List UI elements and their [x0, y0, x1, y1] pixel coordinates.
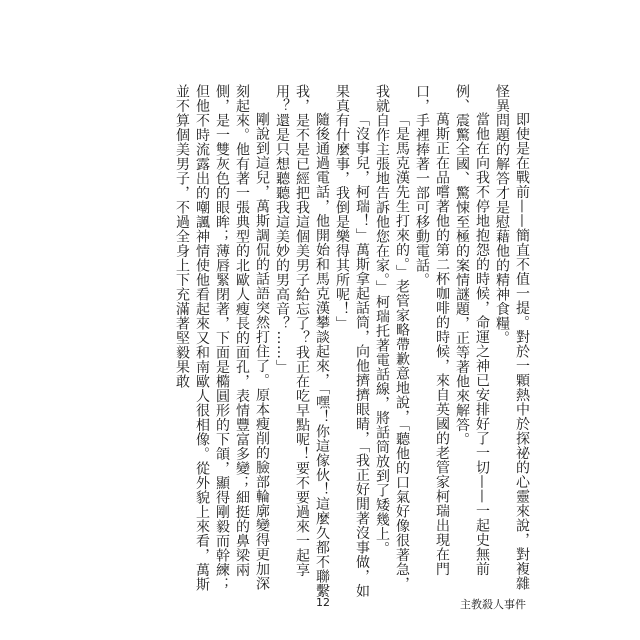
paragraph: 「沒事兒，柯瑞！」萬斯拿起話筒，向他擠擠眼睛，「我正好閒著沒事做，如果真有什麼事，我倒是樂得其所呢！」 [334, 84, 370, 598]
body-text-columns [108, 84, 532, 604]
page-number: 12 [316, 596, 330, 609]
paragraph: 剛說到這兒，萬斯調侃的話語突然打住了。原本瘦削的臉部輪廓變得更加深刻起來。他有著一張典型的北歐人瘦長的面孔，表情豐富多變；細挺的鼻梁兩側，是一雙灰色的眼眸；薄唇緊閉著，下面是橢圓形的下頜，顯得剛毅而幹練；但他不時流露出的嘲諷神情使他看起來又和南歐人很相像。從外貌上來看，萬斯並不算個美男子，不過全身上下充滿著堅毅果敢 [174, 84, 270, 592]
paragraph: 即使是在戰前——簡直不值一提。對於一顆熱中於探祕的心靈來說，對複雜怪異問題的解答才是慰藉他的精神食糧。 [494, 84, 530, 591]
paragraph: 當他在向我不停地抱怨的時候，命運之神已安排好了一切——一起史無前例、震驚全國、驚悚至極的案情謎題，正等著他來解答。 [454, 84, 490, 576]
paragraph: 萬斯正在品嚐著他的第二杯咖啡的時候，來自英國的老管家柯瑞出現在門口，手裡捧著一部可移動電話。 [414, 84, 450, 576]
paragraph: 「是馬克漢先生打來的。」老管家略帶歉意地說，「聽他的口氣好像很著急，我就自作主張地告訴他您在家。」柯瑞托著電話線，將話筒放到了矮幾上。 [374, 84, 410, 591]
paragraph: 隨後通過電話，他開始和馬克漢攀談起來，「嘿！你這傢伙！這麼久都不聯繫我，是不是已經把我這個美男子給忘了？我正在吃早點呢！要不要過來一起享用？還是只想聽聽我這美妙的男高音？……」 [274, 84, 330, 598]
running-title: 主教殺人事件 [460, 598, 526, 611]
